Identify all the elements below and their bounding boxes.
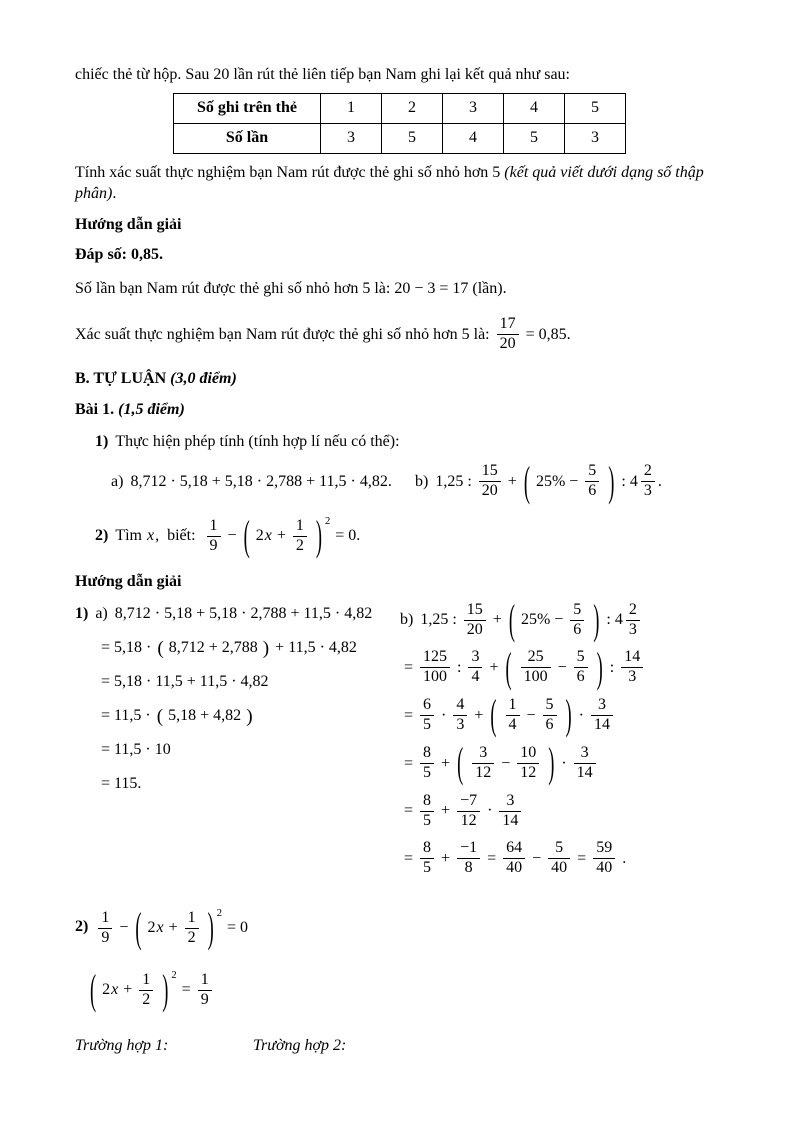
- solution-2-math: $\frac{1}{9}$ − ( 2 x + $\frac{1}{2}$ ) $^2$ = 0: [95, 907, 248, 948]
- task-1-text: Thực hiện phép tính (tính hợp lí nếu có thể):: [115, 432, 400, 450]
- problems-row: [75, 458, 724, 505]
- count-line: Số lần bạn Nam rút được thẻ ghi số nhỏ hơn 5 là: 20 − 3 = 17 (lần).: [75, 279, 507, 297]
- value-cell: 2: [382, 93, 443, 123]
- solution-b-line: [400, 792, 724, 831]
- problem-a-math: 8,712 · 5,18 + 5,18 · 2,788 + 11,5 · 4,82.: [130, 472, 392, 490]
- solution-b-line: [400, 692, 724, 739]
- answer-line: Đáp số: 0,85.: [75, 246, 164, 264]
- solution-b-math: = $\frac{8}{5}$ + $\frac{-7}{12}$ · $\frac{3}{14}$: [404, 792, 524, 831]
- task-1-label: 1): [95, 432, 109, 450]
- problem-a-label: a): [111, 472, 124, 490]
- guide-heading-1: Hướng dẫn giải: [75, 215, 182, 233]
- table-counts-row: [174, 123, 626, 153]
- value-cell: 1: [321, 93, 382, 123]
- solution-a-line: [75, 635, 400, 662]
- solution-2-line-1: [75, 897, 724, 957]
- solution-2-label: 2): [75, 918, 89, 936]
- problem-b: [415, 458, 662, 505]
- solution-2-math: ( 2 x + $\frac{1}{2}$ ) $^2$ = $\frac{1}{9}$: [87, 971, 215, 1010]
- case-1-label: Trường hợp 1:: [75, 1037, 169, 1055]
- solution-a-math: 8,712 · 5,18 + 5,18 · 2,788 + 11,5 · 4,82: [114, 605, 373, 623]
- solution-a-math: = 11,5 · 10: [101, 741, 171, 759]
- frequency-table: [173, 93, 626, 154]
- exercise-1-points: (1,5 điểm): [118, 401, 185, 419]
- count-cell: 4: [443, 123, 504, 153]
- solution-b-math: = $\frac{8}{5}$ + $\frac{-1}{8}$ = $\frac{64}{40}$ − $\frac{5}{40}$ = $\frac{59}{40}$ .: [404, 839, 627, 877]
- probability-line: [75, 312, 724, 358]
- solution-b-math: = $\frac{125}{100}$ : $\frac{3}{4}$ + ( $\frac{25}{100}$ − $\frac{5}{6}$ ) : $\frac{14}{3}$: [404, 648, 646, 687]
- solution-a-column: [75, 601, 400, 805]
- table-header-row: [174, 93, 626, 123]
- task-1-line: [75, 431, 724, 453]
- intro-paragraph: chiếc thẻ từ hộp. Sau 20 lần rút thẻ liên tiếp bạn Nam ghi lại kết quả như sau:: [75, 66, 570, 83]
- solution-b-letter: b): [400, 611, 414, 629]
- value-cell: 3: [443, 93, 504, 123]
- cases-line: [75, 1035, 724, 1057]
- section-b-title: B. TỰ LUẬN: [75, 369, 171, 387]
- exercise-1-heading: [75, 399, 724, 421]
- count-cell: 3: [565, 123, 626, 153]
- solution-a-math: = 5,18 · 11,5 + 11,5 · 4,82: [101, 673, 269, 691]
- question-paragraph: [75, 162, 724, 205]
- count-cell: 5: [382, 123, 443, 153]
- solution-a-line: [75, 737, 400, 764]
- solution-a-line: [75, 601, 400, 628]
- question-end: .: [112, 185, 117, 203]
- exercise-1-title: Bài 1.: [75, 401, 119, 419]
- question-note-italic: (kết quả viết dưới dạng số thập phân): [75, 163, 704, 203]
- section-b-heading: [75, 368, 724, 390]
- solution-b-line: [400, 596, 724, 643]
- table-row-label-values: Số ghi trên thẻ: [174, 93, 321, 123]
- solution-b-math: 1,25 : $\frac{15}{20}$ + ( 25% − $\frac{5}{6}$ ) : 4 $\frac{2}{3}$: [420, 601, 643, 640]
- task-2-math: Tìm x , biết: $\frac{1}{9}$ − ( 2 x + $\frac{1}{2}$ ) $^2$ = 0.: [115, 512, 361, 559]
- problem-b-math: 1,25 : $\frac{15}{20}$ + ( 25% − $\frac{5}{6}$ ) : 4 $\frac{2}{3}$ .: [435, 458, 662, 505]
- solution-b-line: [400, 644, 724, 691]
- value-cell: 5: [565, 93, 626, 123]
- solution-a-math: = 5,18 · ( 8,712 + 2,788 ) + 11,5 · 4,82: [101, 637, 357, 659]
- guide-heading-2: Hướng dẫn giải: [75, 573, 182, 591]
- probability-math: Xác suất thực nghiệm bạn Nam rút được thẻ ghi số nhỏ hơn 5 là: $\frac{17}{20}$ = 0,85.: [75, 315, 571, 353]
- solution-a-math: = 115.: [101, 775, 142, 793]
- question-text: Tính xác suất thực nghiệm bạn Nam rút được thẻ ghi số nhỏ hơn 5: [75, 163, 505, 181]
- solution-b-math: = $\frac{8}{5}$ + ( $\frac{3}{12}$ − $\frac{10}{12}$ ) · $\frac{3}{14}$: [404, 744, 599, 783]
- solution-a-number: 1): [75, 605, 89, 623]
- problem-a: [75, 471, 415, 493]
- solution-2-line-2: [75, 961, 724, 1019]
- solution-a-math: = 11,5 · ( 5,18 + 4,82 ): [101, 705, 253, 727]
- solution-a-line: [75, 669, 400, 696]
- solution-row: [75, 596, 724, 888]
- solution-b-math: = $\frac{6}{5}$ · $\frac{4}{3}$ + ( $\frac{1}{4}$ − $\frac{5}{6}$ ) · $\frac{3}{14}$: [404, 696, 616, 735]
- solution-a-line: [75, 703, 400, 730]
- table-row-label-counts: Số lần: [174, 123, 321, 153]
- section-b-points: (3,0 điểm): [170, 369, 237, 387]
- count-cell: 5: [504, 123, 565, 153]
- value-cell: 4: [504, 93, 565, 123]
- solution-b-line: [400, 739, 724, 786]
- solution-a-line: [75, 771, 400, 798]
- problem-b-label: b): [415, 472, 429, 490]
- case-2-label: Trường hợp 2:: [253, 1037, 347, 1055]
- solution-a-letter: a): [95, 605, 108, 623]
- task-2-label: 2): [95, 527, 109, 545]
- count-cell: 3: [321, 123, 382, 153]
- solution-b-column: [400, 596, 724, 888]
- solution-b-line: [400, 839, 724, 878]
- task-2-line: [75, 507, 724, 565]
